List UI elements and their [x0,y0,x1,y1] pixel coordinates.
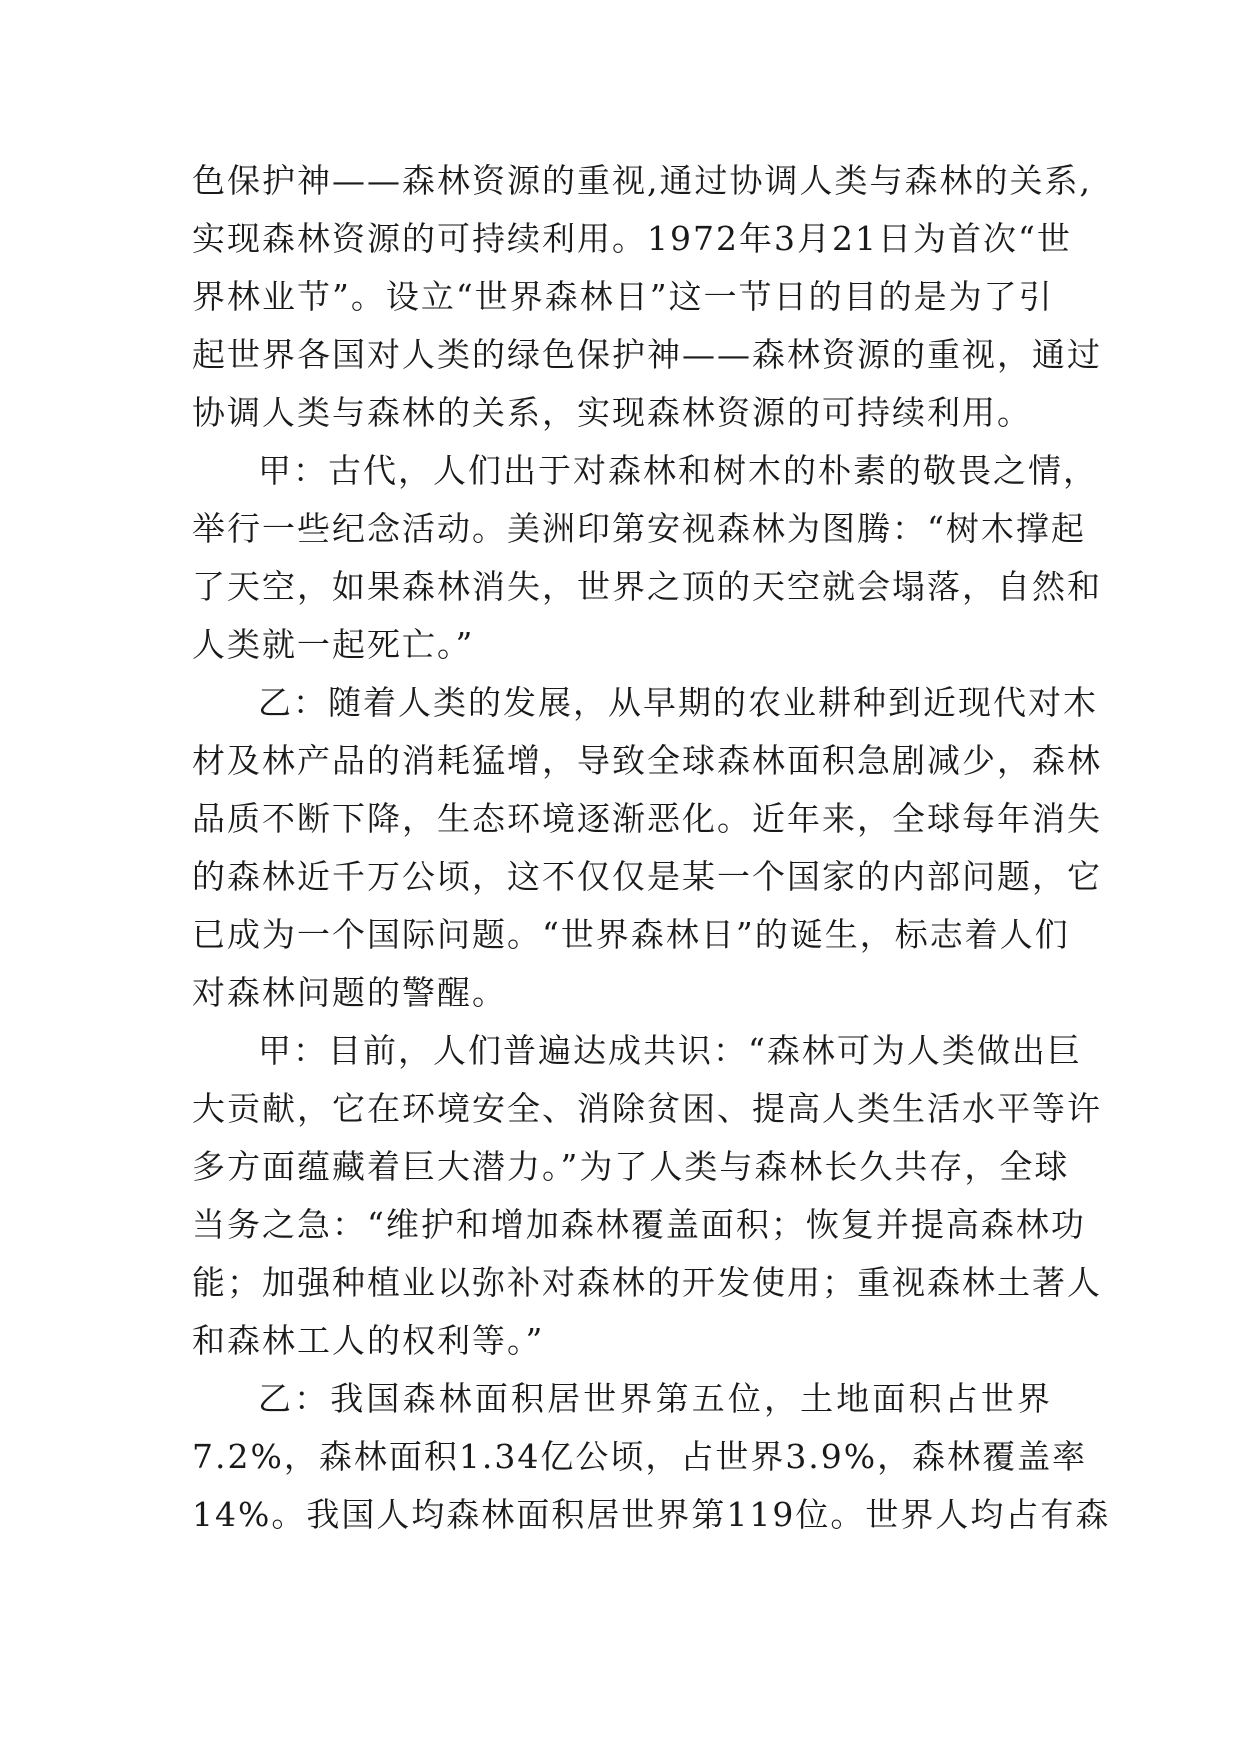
text-line: 材及林产品的消耗猛增，导致全球森林面积急剧减少，森林 [192,741,1102,780]
text-line: 14%。我国人均森林面积居世界第119位。世界人均占有森 [192,1495,1111,1534]
paragraph [192,152,1102,442]
text-line: 了天空，如果森林消失，世界之顶的天空就会塌落，自然和 [192,567,1102,606]
text-line: 对森林问题的警醒。 [192,973,507,1012]
text-line: 举行一些纪念活动。美洲印第安视森林为图腾：“树木撑起 [192,509,1086,548]
text-line: 乙：我国森林面积居世界第五位，土地面积占世界 [258,1379,1052,1418]
text-line: 色保护神——森林资源的重视,通过协调人类与森林的关系, [192,161,1092,200]
paragraph [192,674,1102,1022]
text-line: 多方面蕴藏着巨大潜力。”为了人类与森林长久共存，全球 [192,1147,1070,1186]
text-line: 人类就一起死亡。” [192,625,475,664]
text-line: 能；加强种植业以弥补对森林的开发使用；重视森林土著人 [192,1263,1102,1302]
text-line: 甲：古代，人们出于对森林和树木的朴素的敬畏之情， [258,451,1098,490]
text-line: 7.2%，森林面积1.34亿公顷，占世界3.9%，森林覆盖率 [192,1437,1088,1476]
text-line: 和森林工人的权利等。” [192,1321,545,1360]
text-line: 的森林近千万公顷，这不仅仅是某一个国家的内部问题，它 [192,857,1102,896]
text-line: 协调人类与森林的关系，实现森林资源的可持续利用。 [192,393,1032,432]
paragraph [192,1370,1111,1544]
text-line: 乙：随着人类的发展，从早期的农业耕种到近现代对木 [258,683,1098,722]
text-line: 界林业节”。设立“世界森林日”这一节日的目的是为了引 [192,277,1054,316]
text-line: 起世界各国对人类的绿色保护神——森林资源的重视，通过 [192,335,1102,374]
text-line: 品质不断下降，生态环境逐渐恶化。近年来，全球每年消失 [192,799,1102,838]
text-line: 已成为一个国际问题。“世界森林日”的诞生，标志着人们 [192,915,1070,954]
document-body [192,152,1111,1544]
paragraph [192,442,1102,674]
text-line: 甲：目前，人们普遍达成共识：“森林可为人类做出巨 [258,1031,1082,1070]
paragraph [192,1022,1102,1370]
text-line: 实现森林资源的可持续利用。1972年3月21日为首次“世 [192,219,1072,258]
text-line: 大贡献，它在环境安全、消除贫困、提高人类生活水平等许 [192,1089,1102,1128]
text-line: 当务之急：“维护和增加森林覆盖面积；恢复并提高森林功 [192,1205,1086,1244]
